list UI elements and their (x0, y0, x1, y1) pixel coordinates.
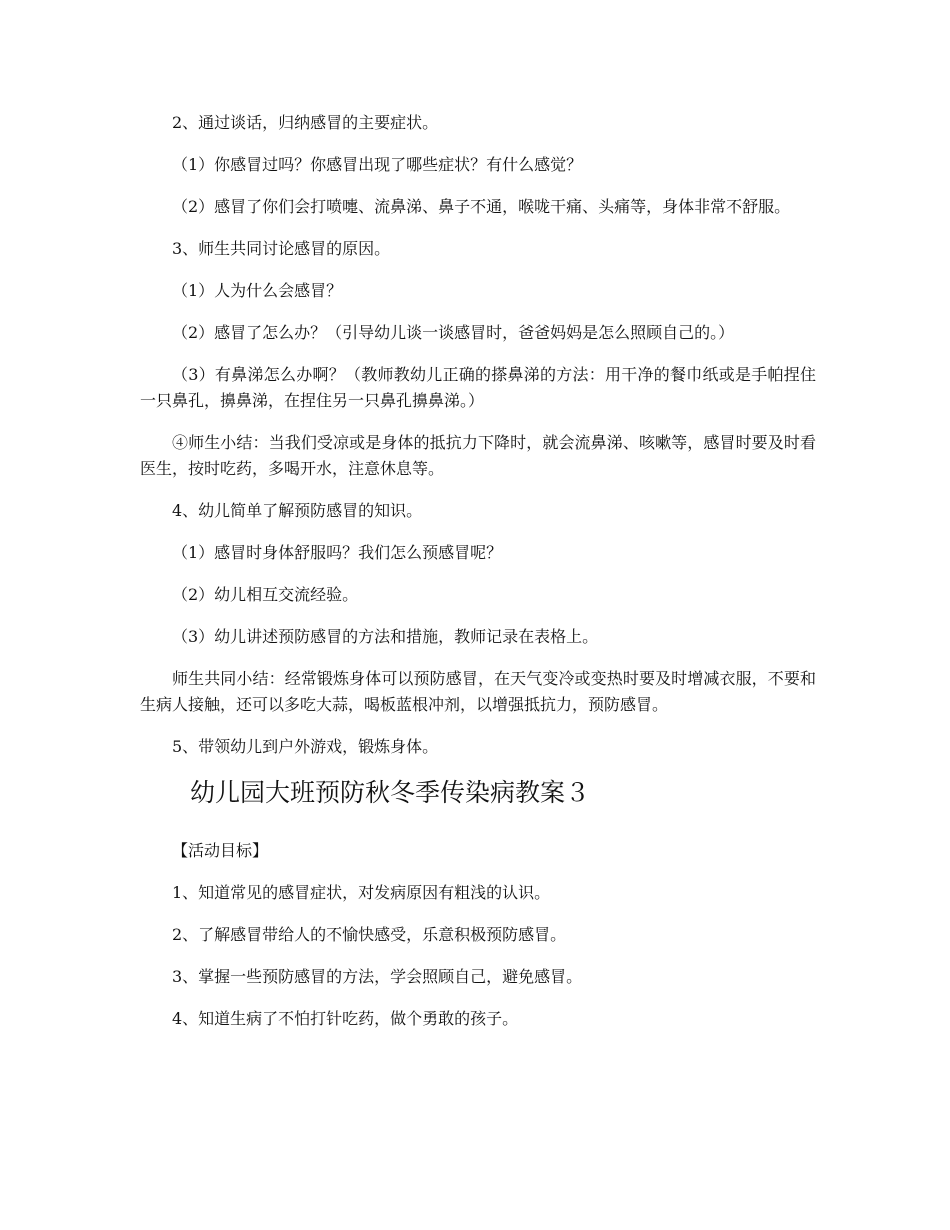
paragraph: 师生共同小结：经常锻炼身体可以预防感冒，在天气变冷或变热时要及时增减衣服，不要和生病人接触，还可以多吃大蒜，喝板蓝根冲剂，以增强抵抗力，预防感冒。 (140, 669, 816, 714)
paragraph: （1）感冒时身体舒服吗？我们怎么预感冒呢？ (172, 543, 503, 562)
paragraph: （2）感冒了你们会打喷嚏、流鼻涕、鼻子不通，喉咙干痛、头痛等，身体非常不舒服。 (172, 197, 791, 216)
paragraph: （3）有鼻涕怎么办啊？（教师教幼儿正确的搽鼻涕的方法：用干净的餐巾纸或是手帕捏住一只鼻孔，擤鼻涕，在捏住另一只鼻孔擤鼻涕。） (140, 365, 816, 410)
paragraph: 4、知道生病了不怕打针吃药，做个勇敢的孩子。 (172, 1009, 519, 1028)
paragraph: 3、师生共同讨论感冒的原因。 (172, 239, 391, 258)
paragraph: 2、通过谈话，归纳感冒的主要症状。 (172, 113, 439, 132)
paragraph: （2）感冒了怎么办？（引导幼儿谈一谈感冒时，爸爸妈妈是怎么照顾自己的。） (172, 323, 735, 342)
paragraph: 3、掌握一些预防感冒的方法，学会照顾自己，避免感冒。 (172, 967, 583, 986)
paragraph: （3）幼儿讲述预防感冒的方法和措施，教师记录在表格上。 (172, 627, 599, 646)
section-heading: 幼儿园大班预防秋冬季传染病教案３ (190, 778, 591, 807)
paragraph: 1、知道常见的感冒症状，对发病原因有粗浅的认识。 (172, 883, 551, 902)
document-page (140, 110, 816, 1048)
paragraph: （2）幼儿相互交流经验。 (172, 585, 359, 604)
paragraph: （1）你感冒过吗？你感冒出现了哪些症状？有什么感觉？ (172, 155, 583, 174)
paragraph: ④师生小结：当我们受凉或是身体的抵抗力下降时，就会流鼻涕、咳嗽等，感冒时要及时看医生，按时吃药，多喝开水，注意休息等。 (140, 433, 816, 478)
paragraph: （1）人为什么会感冒？ (172, 281, 343, 300)
paragraph: 5、带领幼儿到户外游戏，锻炼身体。 (172, 737, 439, 756)
paragraph: 4、幼儿简单了解预防感冒的知识。 (172, 501, 423, 520)
paragraph: 【活动目标】 (172, 841, 269, 860)
paragraph: 2、了解感冒带给人的不愉快感受，乐意积极预防感冒。 (172, 925, 567, 944)
